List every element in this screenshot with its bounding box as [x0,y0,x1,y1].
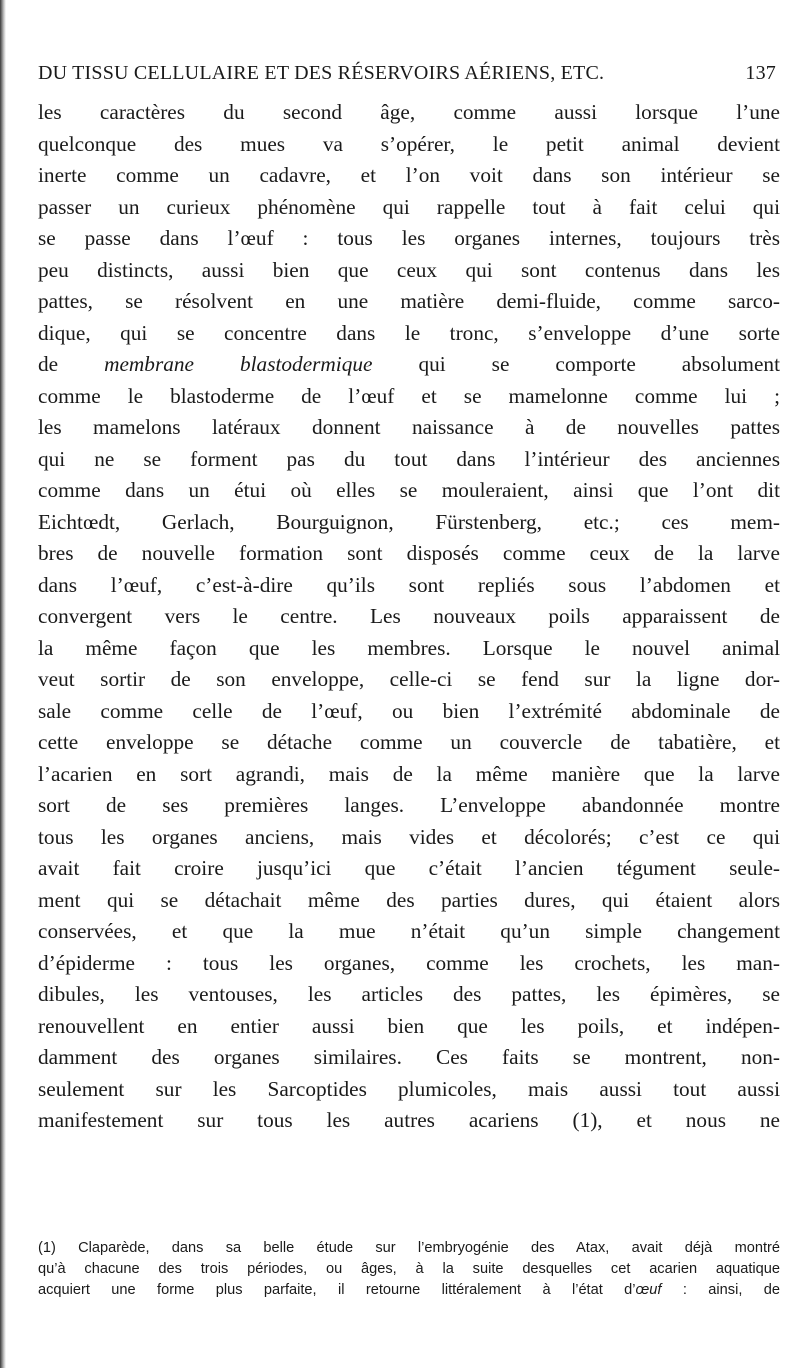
italic-word: œuf [635,1282,662,1298]
footnote-line: qu’à chacune des trois périodes, ou âges, à la suite desquelles cet acarien aquatique [38,1261,780,1277]
text-line: l’acarien en sort agrandi, mais de la même manière que la larve [38,761,780,786]
text-line: passer un curieux phénomène qui rappelle tout à fait celui qui [38,194,780,219]
footnote-block [38,1238,780,1301]
footnote-line: (1) Claparède, dans sa belle étude sur l’embryogénie des Atax, avait déjà montré [38,1240,780,1256]
text-line: veut sortir de son enveloppe, celle-ci se fend sur la ligne dor- [38,667,780,691]
text-line: renouvellent en entier aussi bien que les poils, et indépen- [38,1013,780,1038]
text-line: tous les organes anciens, mais vides et décolorés; c’est ce qui [38,824,780,849]
text-line: manifestement sur tous les autres acariens (1), et nous ne [38,1108,780,1132]
text-line: bres de nouvelle formation sont disposés comme ceux de la larve [38,541,780,565]
text-line: la même façon que les membres. Lorsque le nouvel animal [38,635,780,660]
text-line: peu distincts, aussi bien que ceux qui sont contenus dans les [38,257,780,282]
text-line: cette enveloppe se détache comme un couvercle de tabatière, et [38,730,780,754]
text-line: pattes, se résolvent en une matière demi-fluide, comme sarco- [38,289,780,313]
text-line: seulement sur les Sarcoptides plumicoles, mais aussi tout aussi [38,1076,780,1101]
text-line: sale comme celle de l’œuf, ou bien l’extrémité abdominale de [38,698,780,723]
text-line: sort de ses premières langes. L’enveloppe abandonnée montre [38,793,780,817]
main-text-block [38,97,780,1137]
page-number: 137 [745,62,776,84]
text-line: damment des organes similaires. Ces faits se montrent, non- [38,1045,780,1069]
text-line: inerte comme un cadavre, et l’on voit dans son intérieur se [38,163,780,187]
text-line: d’épiderme : tous les organes, comme les crochets, les man- [38,950,780,975]
text-line: ment qui se détachait même des parties dures, qui étaient alors [38,887,780,912]
text-line: avait fait croire jusqu’ici que c’était l’ancien tégument seule- [38,856,780,880]
text-line: dique, qui se concentre dans le tronc, s’enveloppe d’une sorte [38,320,780,345]
text-line: dibules, les ventouses, les articles des pattes, les épimères, se [38,982,780,1006]
text-line: dans l’œuf, c’est-à-dire qu’ils sont repliés sous l’abdomen et [38,572,780,597]
text-line: comme le blastoderme de l’œuf et se mamelonne comme lui ; [38,383,780,408]
running-title: DU TISSU CELLULAIRE ET DES RÉSERVOIRS AÉRIENS, ETC. [38,62,605,84]
italic-phrase: membrane blastodermique [104,352,373,376]
text-line: conservées, et que la mue n’était qu’un simple changement [38,919,780,943]
text-line: quelconque des mues va s’opérer, le petit animal devient [38,131,780,156]
text-line: les caractères du second âge, comme aussi lorsque l’une [38,100,780,124]
text-line: comme dans un étui où elles se mouleraient, ainsi que l’ont dit [38,478,780,502]
text-line: les mamelons latéraux donnent naissance à de nouvelles pattes [38,415,780,439]
text-line: de membrane blastodermique qui se comporte absolument [38,352,780,376]
footnote-line: acquiert une forme plus parfaite, il retourne littéralement à l’état d’œuf : ainsi, de [38,1282,780,1298]
text-line: qui ne se forment pas du tout dans l’intérieur des anciennes [38,446,780,471]
text-line: convergent vers le centre. Les nouveaux poils apparaissent de [38,604,780,628]
text-line: Eichtœdt, Gerlach, Bourguignon, Fürstenberg, etc.; ces mem- [38,509,780,534]
text-line: se passe dans l’œuf : tous les organes internes, toujours très [38,226,780,250]
page-edge-shadow [0,0,6,1368]
